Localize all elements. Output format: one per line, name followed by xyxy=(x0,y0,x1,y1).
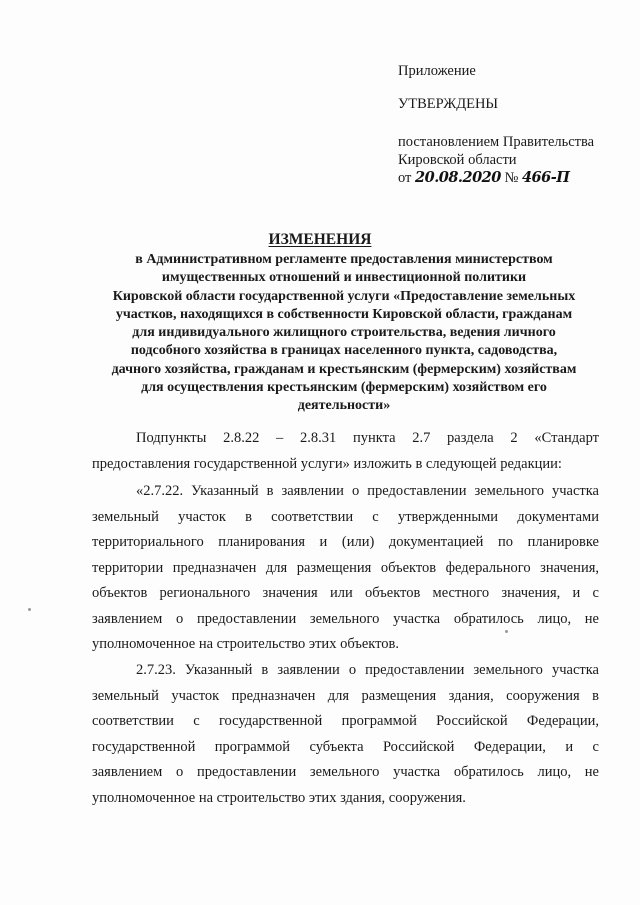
date-prefix: от xyxy=(398,170,412,186)
paragraph-line: объектов регионального значения или объектов местного значения, и с xyxy=(92,585,599,601)
number-prefix: № xyxy=(504,170,519,186)
scan-speck xyxy=(28,608,31,611)
paragraph-line: 2.7.23. Указанный в заявлении о предоставлении земельного участка xyxy=(136,662,599,678)
decree-line-1: постановлением Правительства xyxy=(398,134,595,150)
subtitle-line: для осуществления крестьянским (фермерским) хозяйством его xyxy=(141,380,547,396)
paragraph-line: уполномоченное на строительство этих объектов. xyxy=(92,636,399,652)
subtitle-line: в Административном регламенте предоставления министерством xyxy=(135,252,553,267)
paragraph-line: уполномоченное на строительство этих здания, сооружения. xyxy=(92,789,466,806)
paragraph-2-7-23 xyxy=(92,658,599,811)
decree-date-line xyxy=(398,169,628,187)
paragraph-line: территориального планирования и (или) документацией по планировке xyxy=(92,534,599,550)
appendix-label: Приложение xyxy=(398,63,476,79)
subtitle-line: Кировской области государственной услуги «Предоставление земельных xyxy=(112,288,576,304)
paragraph-line: Подпункты 2.8.22 – 2.8.31 пункта 2.7 раздела 2 «Стандарт xyxy=(136,430,599,446)
paragraph-line: «2.7.22. Указанный в заявлении о предоставлении земельного участка xyxy=(136,483,599,499)
subtitle-line: участков, находящихся в собственности Кировской области, гражданам xyxy=(115,306,573,322)
scan-speck xyxy=(505,630,508,633)
paragraph-amendment-intro xyxy=(92,426,599,477)
subtitle-line: для индивидуального жилищного строительства, ведения личного xyxy=(132,325,556,341)
subtitle-line: имущественных отношений и инвестиционной политики xyxy=(161,270,527,286)
document-title: ИЗМЕНЕНИЯ xyxy=(268,231,372,248)
paragraph-line: земельный участок предназначен для размещения здания, сооружения в xyxy=(92,687,599,704)
paragraph-line: земельный участок в соответствии с утвержденными документами xyxy=(92,508,599,525)
decree-line-2: Кировской области xyxy=(398,152,517,168)
handwritten-number: 466-П xyxy=(521,169,570,186)
paragraph-line: соответствии с государственной программой Российской Федерации, xyxy=(92,713,599,729)
document-subtitle xyxy=(80,251,608,416)
subtitle-line: деятельности» xyxy=(297,398,391,414)
handwritten-date: 20.08.2020 xyxy=(415,169,501,186)
subtitle-line: дачного хозяйства, гражданам и крестьянским (фермерским) хозяйствам xyxy=(111,361,577,377)
paragraph-line: заявлением о предоставлении земельного участка обратилось лицо, не xyxy=(92,764,599,780)
paragraph-line: заявлением о предоставлении земельного участка обратилось лицо, не xyxy=(92,610,599,627)
paragraph-line: государственной программой субъекта Российской Федерации, и с xyxy=(92,738,599,755)
paragraph-line: предоставления государственной услуги» изложить в следующей редакции: xyxy=(92,455,562,472)
approved-label: УТВЕРЖДЕНЫ xyxy=(398,96,499,112)
subtitle-line: подсобного хозяйства в границах населенного пункта, садоводства, xyxy=(130,343,558,359)
approval-block xyxy=(398,62,628,187)
paragraph-line: территории предназначен для размещения объектов федерального значения, xyxy=(92,559,599,576)
paragraph-2-7-22 xyxy=(92,479,599,658)
